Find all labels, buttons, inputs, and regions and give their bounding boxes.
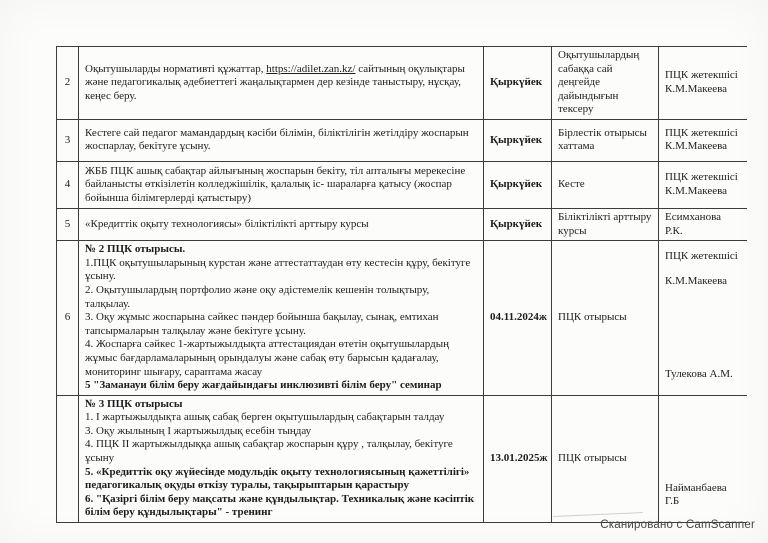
row-responsible [659,395,747,522]
row-form: Бірлестік отырысы хаттама [552,119,659,161]
work-plan-table [56,46,747,523]
table-row [57,208,747,240]
table-row [57,241,747,396]
row-number: 3 [57,119,79,161]
row-description [79,241,484,396]
camscanner-watermark: Сканировано с CamScanner [600,519,755,531]
agenda-item: 3. Оқу жылының I жартыжылдық есебін тыңдау [85,424,312,437]
responsible-name: ПЦК жетекшісі [665,171,738,184]
meeting-heading: № 2 ПЦК отырысы. [85,243,186,256]
row-number [57,395,79,522]
row-responsible [659,241,747,396]
responsible-name: ПЦК жетекшісі [665,69,738,82]
table-row [57,161,747,208]
row-date: 04.11.2024ж [484,241,552,396]
responsible-name: ПЦК жетекшісі [665,126,738,139]
row-month: Қыркүйек [484,208,552,240]
responsible-name: К.М.Макеева [665,82,728,95]
row-responsible: Есимханова Р.К. [659,208,747,240]
table-row [57,119,747,161]
agenda-item: 5. «Кредиттік оқу жүйесінде модульдік оқыту технологиясының қажеттілігі» педагогикалық оқуды өткізу туралы, тақырыптарын қарастыру [85,465,470,492]
row-responsible [659,119,747,161]
row-form: ПЦК отырысы [552,241,659,396]
row-form: Біліктілікті арттыру курсы [552,208,659,240]
row-month: Қыркүйек [484,161,552,208]
description-text: сайтының оқулықтары және педагогикалық әдебиеттегі жаңалықтармен дер кезінде таныстыру, нұсқау, кеңес беру. [85,62,465,102]
agenda-item: 6. "Қазіргі білім беру мақсаты және құндылықтар. Техникалық және кәсіптік білім беру құндылықтары" - тренинг [85,492,475,519]
row-description: Кестеге сай педагог мамандардың кәсіби білімін, біліктілігін жетілдіру жоспарын жоспарлау, бекітуге ұсыну. [79,119,484,161]
agenda-item: 5 "Заманауи білім беру жағдайындағы инклюзивті білім беру" семинар [85,379,442,392]
row-number: 2 [57,47,79,120]
document-link-text: https://adilet.zan.kz/ [266,62,356,75]
meeting-heading: № 3 ПЦК отырысы [85,397,183,410]
responsible-name: ПЦК жетекшісі [665,250,738,263]
agenda-item: 1.ПЦК оқытушыларының курстан және аттестаттаудан өту кестесін құру, бекітуге ұсыну. [85,256,471,283]
description-text: Оқытушыларды нормативті құжаттар, [85,62,267,75]
row-form: Кесте [552,161,659,208]
agenda-item: 4. Жоспарға сәйкес 1-жартыжылдықта аттестациядан өтетін оқытушылардың жұмыс бағдарламаларының орындалуы және сабақ өту барысын қадағалау, мониторинг шығару, сараптама жасау [85,338,450,378]
row-responsible [659,161,747,208]
row-month: Қыркүйек [484,47,552,120]
row-responsible [659,47,747,120]
row-number: 5 [57,208,79,240]
agenda-item: 1. I жартыжылдықта ашық сабақ берген оқытушылардың сабақтарын талдау [85,411,445,424]
responsible-name: Тулекова А.М. [665,368,733,381]
responsible-name: К.М.Макеева [665,184,728,197]
row-form: Оқытушылардың сабаққа сай деңгейде дайындығын тексеру [552,47,659,120]
row-date: 13.01.2025ж [484,395,552,522]
agenda-item: 2. Оқытушылардың портфолио және оқу әдістемелік кешенін толықтыру, талқылау. [85,283,430,310]
row-description: «Кредиттік оқыту технологиясы» біліктілікті арттыру курсы [79,208,484,240]
responsible-name: К.М.Макеева [665,274,728,287]
row-number: 4 [57,161,79,208]
row-month: Қыркүйек [484,119,552,161]
row-description [79,47,484,120]
row-form: ПЦК отырысы [552,395,659,522]
agenda-item: 3. Оқу жұмыс жоспарына сәйкес пәндер бойынша бақылау, сынақ, емтихан тапсырмаларын талқылау және бекітуге ұсыну. [85,311,439,337]
row-description [79,395,484,522]
row-number: 6 [57,241,79,396]
table-row [57,395,747,522]
responsible-name: К.М.Макеева [665,140,728,153]
row-description: ЖББ ПЦК ашық сабақтар айлығының жоспарын бекіту, тіл апталығы мерекесіне байланысты өткізілетін колледжішілік, қалалық іс- шараларға қатысу (жоспар бойынша білімгерлерді қатыстыру) [79,161,484,208]
agenda-item: 4. ПЦК II жартыжылдыққа ашық сабақтар жоспарын құру , талқылау, бекітуге ұсыну [85,438,453,465]
responsible-block [665,250,741,288]
table-row [57,47,747,120]
responsible-name: Найманбаева Г.Б [665,481,727,508]
